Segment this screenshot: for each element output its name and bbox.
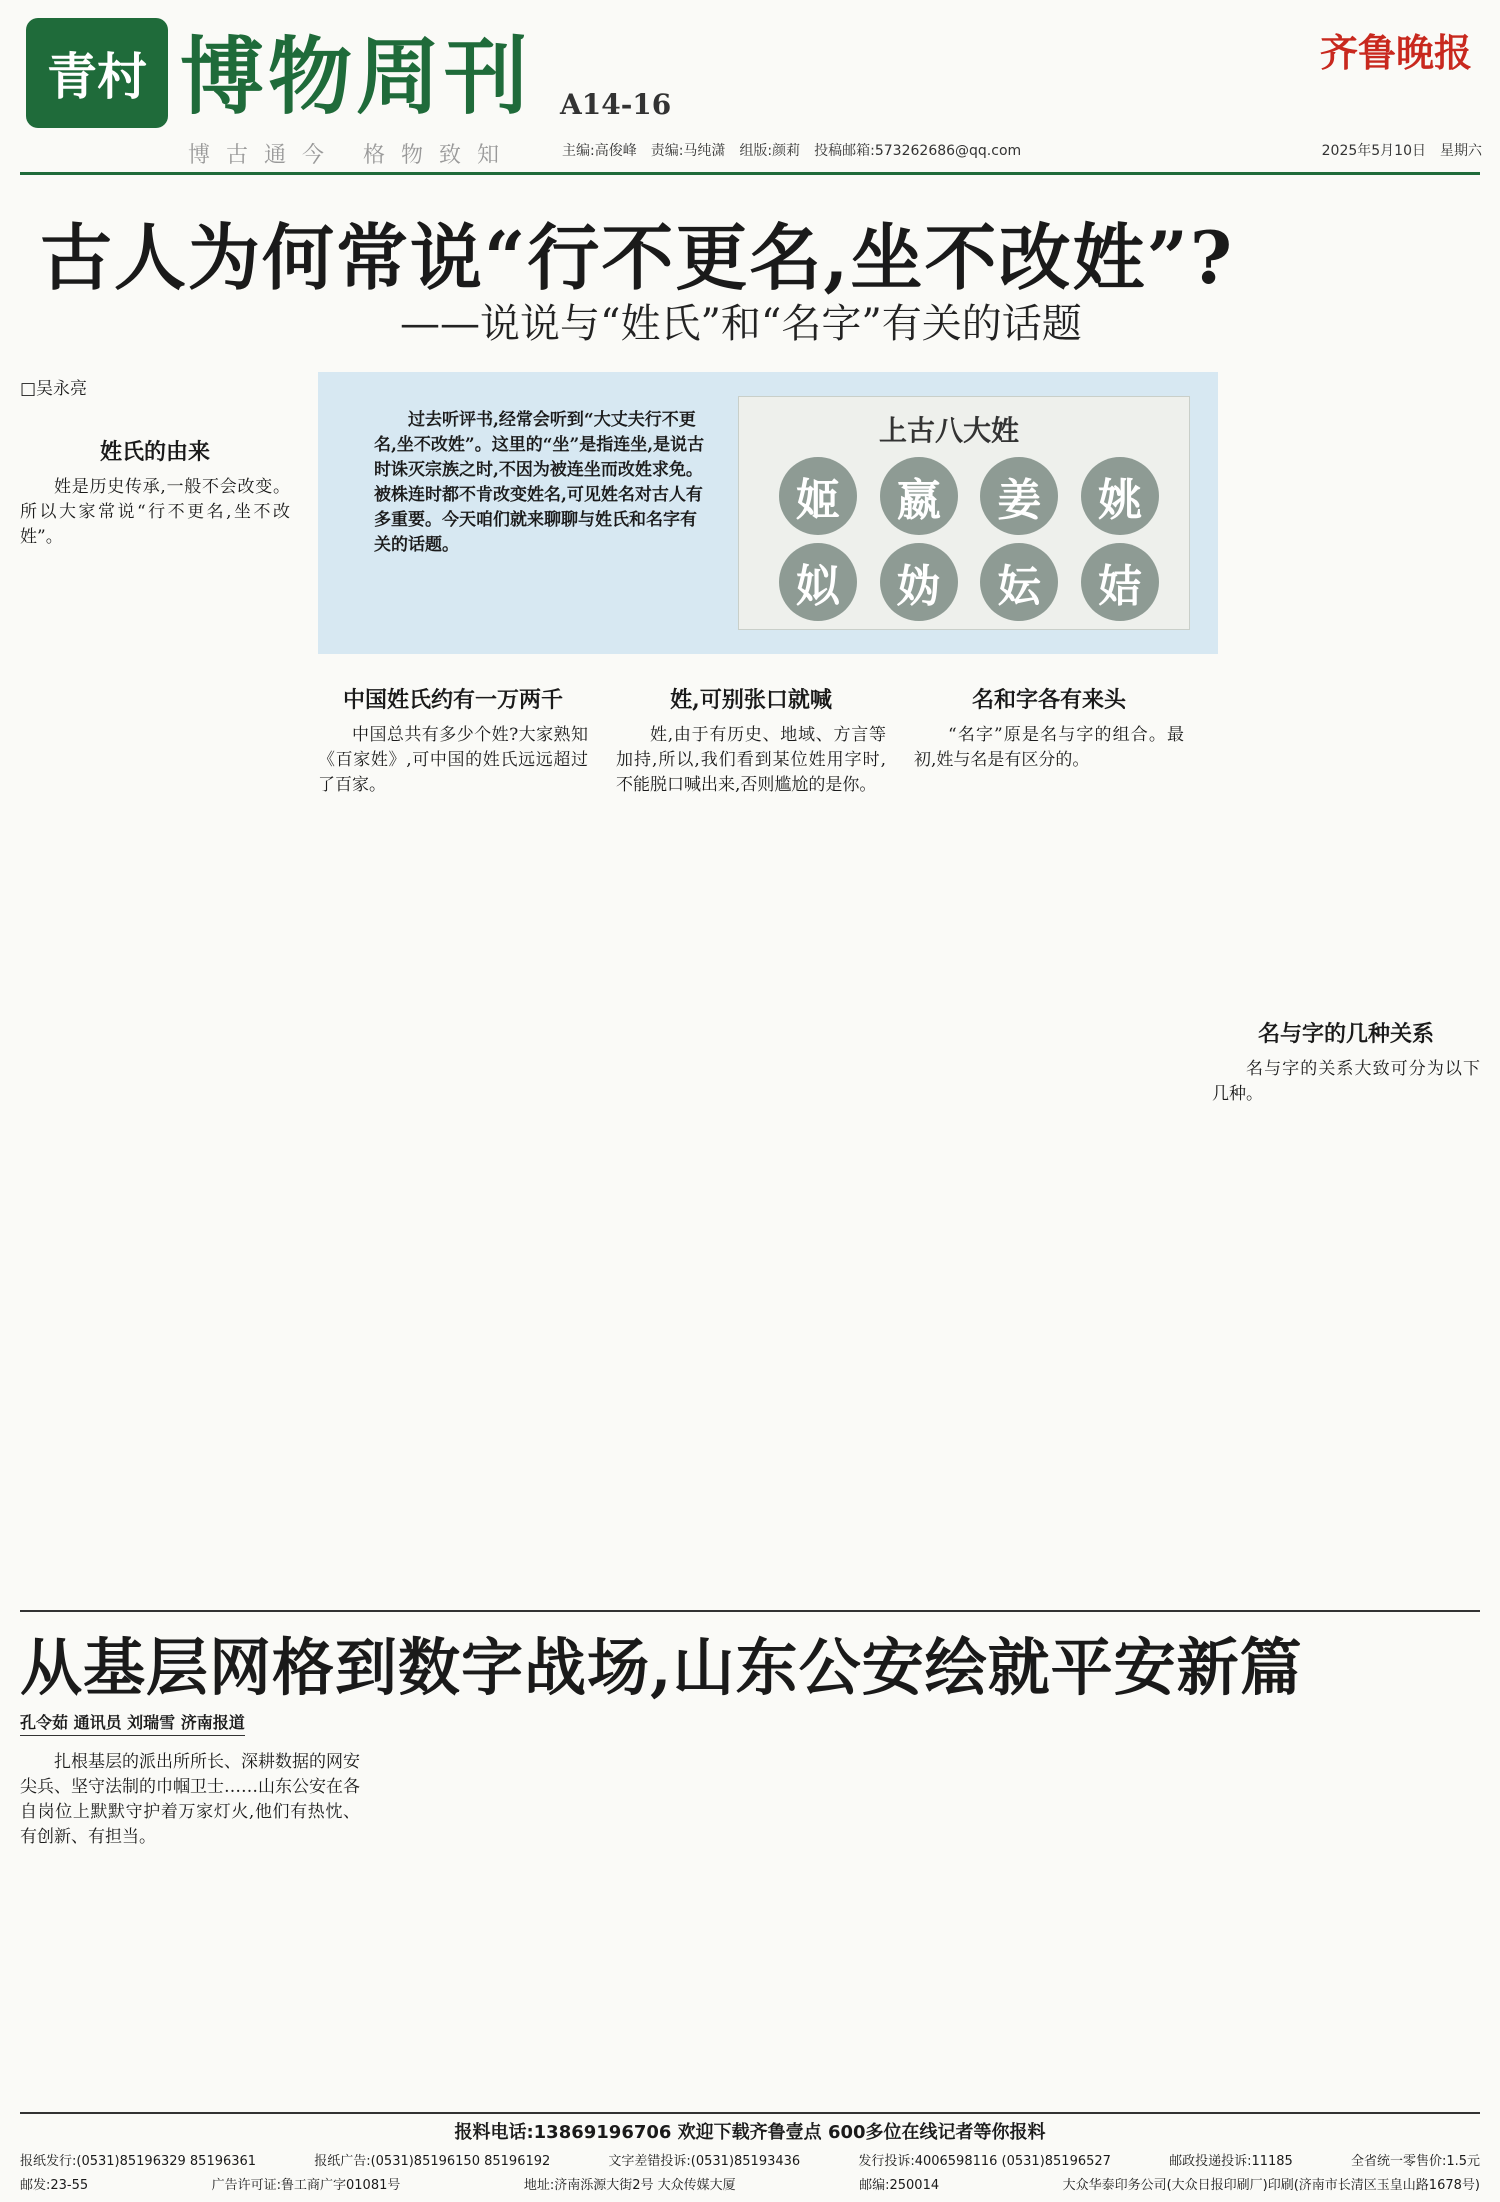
seal-row-bottom [779,543,1159,621]
footer-item: 邮发:23-55 [20,2178,89,2193]
editor: 主编:高俊峰 [562,143,637,159]
section-lead: 名与字的关系大致可分为以下几种。 [1212,1059,1480,1104]
logo: 青村 [26,18,168,128]
paper-name: 齐鲁晚报 [1319,31,1472,75]
masthead [20,10,1480,170]
intro-box [318,372,1218,654]
section-lead: 姓是历史传承,一般不会改变。所以大家常说“行不更名,坐不改姓”。 [20,477,290,547]
hotline: 报料电话:13869196706 欢迎下载齐鲁壹点 600多位在线记者等你报料 [454,2122,1046,2143]
date: 2025年5月10日 [1321,143,1426,159]
footer-rule [20,2112,1480,2114]
image-title: 上古八大姓 [879,414,1020,447]
seal: 姒 [779,543,857,621]
motto: 博古通今 格物致知 [188,143,515,168]
footer-item: 地址:济南泺源大街2号 大众传媒大厦 [523,2178,736,2193]
section-heading: 中国姓氏约有一万两千 [342,687,563,713]
footer-item: 报纸广告:(0531)85196150 85196192 [314,2154,551,2169]
section-heading: 姓,可别张口就喊 [670,687,832,713]
seal-row-top [779,457,1159,535]
article1-column-1 [20,428,290,550]
section-lead: “名字”原是名与字的组合。最初,姓与名是有区分的。 [914,725,1184,770]
section-heading: 名和字各有来头 [971,687,1126,713]
article2-lead: 扎根基层的派出所所长、深耕数据的网安尖兵、坚守法制的巾帼卫士……山东公安在各自岗位上默默守护着万家灯火,他们有热忱、有创新、有担当。 [20,1752,360,1847]
duty-editor: 责编:马纯潇 [650,143,726,159]
article2-title: 从基层网格到数字战场,山东公安绘就平安新篇 [20,1631,1303,1704]
article2-column-1 [20,1750,360,1850]
article1-byline: □吴永亮 [20,379,88,399]
intro-text: 过去听评书,经常会听到“大丈夫行不更名,坐不改姓”。这里的“坐”是指连坐,是说古时诛灭宗族之时,不因为被连坐而改姓求免。被株连时都不肯改变姓名,可见姓名对古人有多重要。今天咱们就来聊聊与姓氏和名字有关的话题。 [374,410,705,555]
footer-item: 全省统一零售价:1.5元 [1350,2154,1480,2169]
section-lead: 姓,由于有历史、地域、方言等加持,所以,我们看到某位姓用字时,不能脱口喊出来,否则尴尬的是你。 [616,725,886,795]
seal: 妘 [980,543,1058,621]
footer-item: 大众华泰印务公司(大众日报印刷厂)印刷(济南市长清区玉皇山路1678号) [1062,2178,1480,2193]
email: 投稿邮箱:573262686@qq.com [814,143,1022,159]
footer-item: 报纸发行:(0531)85196329 85196361 [20,2154,257,2169]
seal: 姬 [779,457,857,535]
seal: 嬴 [880,457,958,535]
seal: 姜 [980,457,1058,535]
article1-column-3 [616,676,886,798]
footer-line-2 [20,2174,1480,2193]
footer-line-1 [20,2150,1480,2169]
footer-item: 发行投诉:4006598116 (0531)85196527 [858,2154,1111,2169]
footer-item: 邮编:250014 [859,2178,940,2193]
section-heading: 姓氏的由来 [99,439,210,465]
article2-byline: 孔令茹 通讯员 刘瑞雪 济南报道 [20,1710,245,1736]
staff-line [562,140,1482,160]
weekday: 星期六 [1440,143,1482,159]
footer-item: 广告许可证:鲁工商广字01081号 [211,2178,401,2193]
footer-item: 文字差错投诉:(0531)85193436 [608,2154,801,2169]
section-heading: 名与字的几种关系 [1257,1021,1434,1047]
seal: 姚 [1081,457,1159,535]
article1-column-4 [914,676,1184,773]
surnames-image [738,396,1190,630]
article1-title: 古人为何常说“行不更名,坐不改姓”? [40,215,1235,300]
article1-column-2 [318,676,588,798]
footer-item: 邮政投递投诉:11185 [1169,2154,1293,2169]
section-title: 博物周刊 [180,28,533,126]
article1-subtitle: ——说说与“姓氏”和“名字”有关的话题 [400,301,1082,347]
seal: 妫 [880,543,958,621]
top-rule [20,172,1480,175]
page-number: A14-16 [560,88,672,121]
designer: 组版:颜莉 [739,143,801,159]
article1-column-5 [1212,1010,1480,1107]
article-divider [20,1610,1480,1612]
seal: 姞 [1081,543,1159,621]
section-lead: 中国总共有多少个姓?大家熟知《百家姓》,可中国的姓氏远远超过了百家。 [318,725,588,795]
